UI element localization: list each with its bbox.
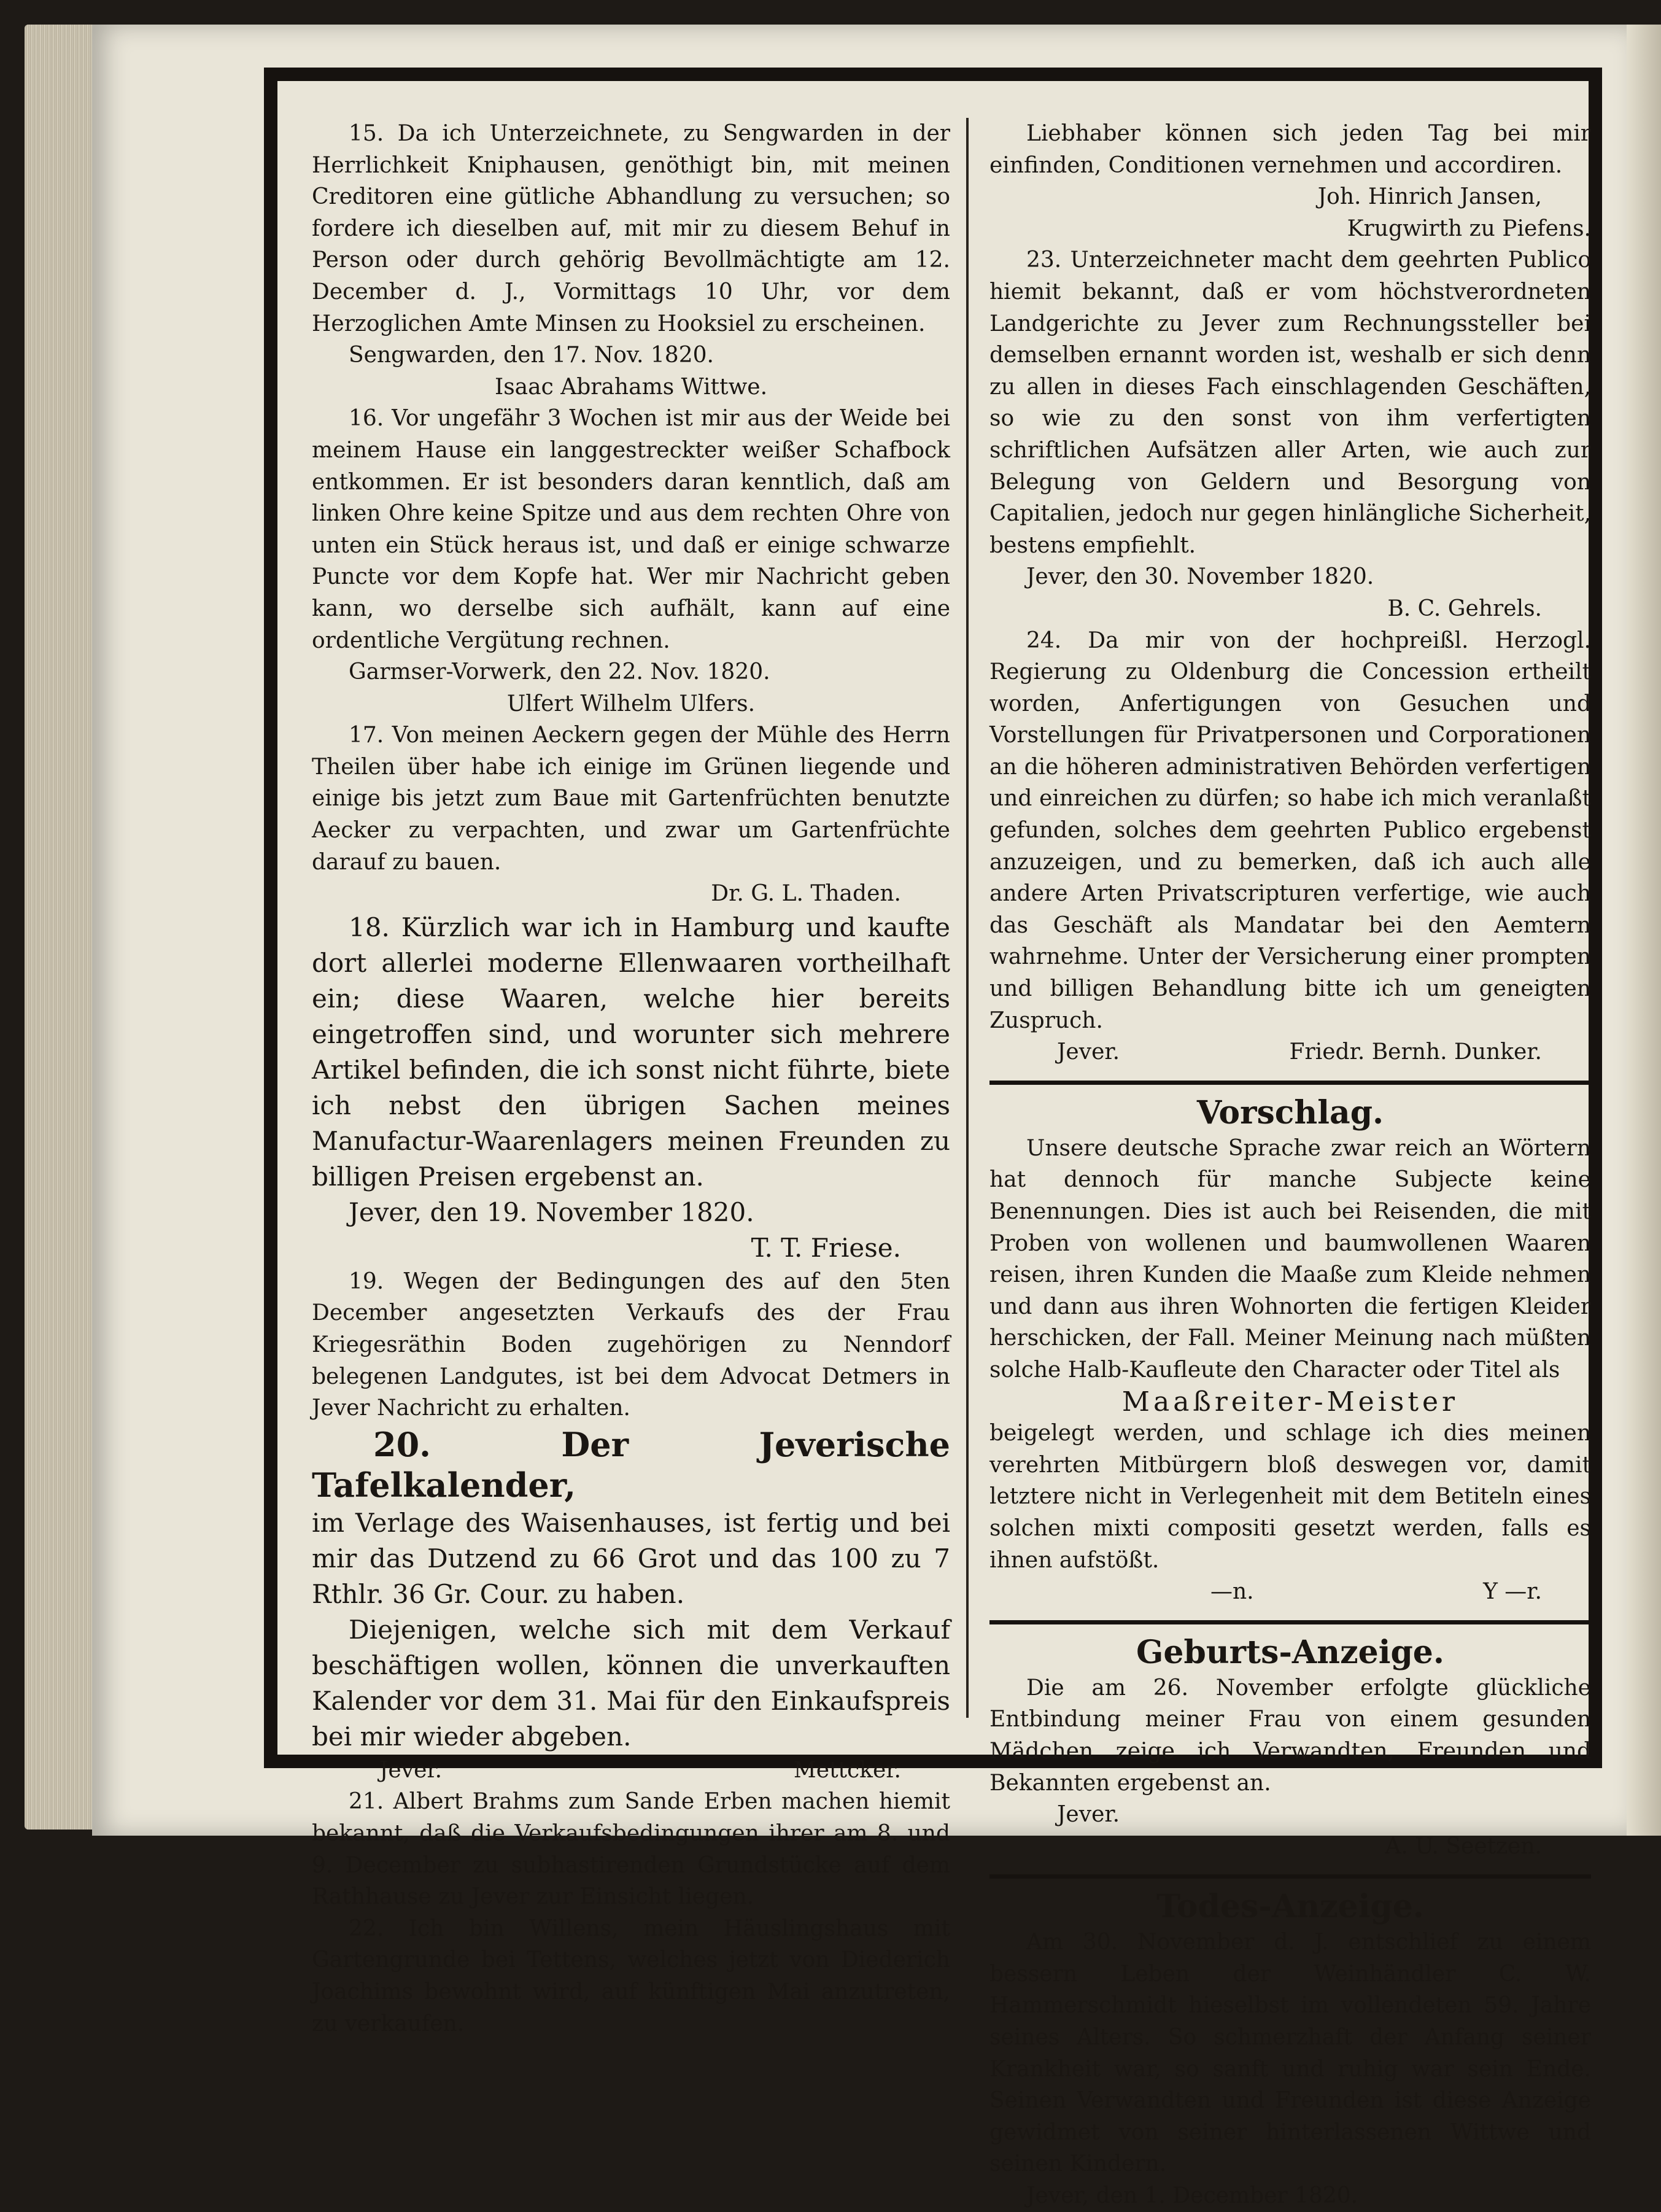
continuation-signature: Joh. Hinrich Jansen, <box>1317 184 1542 210</box>
vorschlag-footer <box>989 1576 1591 1608</box>
ornamental-frame <box>264 68 1602 2209</box>
left-column <box>312 118 950 2036</box>
notice-16-text: 16. Vor ungefähr 3 Wochen ist mir aus der Weide bei meinem Hause ein langgestreckter weißer Schafbock entkommen. Er ist besonders daran kenntlich, daß am linken Ohre keine Spitze und aus dem rechten Ohre von unten ein Stück heraus ist, und daß er einige schwarze Puncte vor dem Kopfe hat. Wer mir Nachricht geben kann, wo derselbe sich aufhält, kann auf eine ordentliche Vergütung rechnen. <box>312 406 950 653</box>
notice-20-footer <box>312 1755 950 1787</box>
geburt-heading: Geburts-Anzeige. <box>1136 1633 1444 1671</box>
facing-page-edge <box>1627 25 1661 1836</box>
geburt-signature: A. U. Seetzen. <box>1385 1833 1542 1859</box>
vorschlag-title-word: Maaßreiter-Meister <box>1121 1386 1459 1418</box>
notice-23-date: Jever, den 30. November 1820. <box>1026 564 1374 590</box>
notice-18-text: 18. Kürzlich war ich in Hamburg und kaufte dort allerlei moderne Ellenwaaren vortheilhaft ein; diese Waaren, welche hier bereits eingetroffen sind, und worunter sich mehrere Artikel befinden, die ich sonst nicht führte, biete ich nebst den übrigen Sachen meines Manufactur-Waarenlagers meinen Freunden zu billigen Preisen ergebenst an. <box>312 912 950 1192</box>
column-divider <box>966 118 969 1718</box>
continuation-text: Liebhaber können sich jeden Tag bei mir einfinden, Conditionen vernehmen und accordiren. <box>989 121 1591 178</box>
vorschlag-sig-b: Y —r. <box>1483 1579 1542 1605</box>
section-rule <box>989 1081 1591 1085</box>
notice-15-text: 15. Da ich Unterzeichnete, zu Sengwarden in der Herrlichkeit Kniphausen, genöthigt bin, mit meinen Creditoren eine gütliche Abhandlung zu versuchen; so fordere ich dieselben auf, mit mir zu diesem Behuf in Person oder durch gehörig Bevollmächtigte am 12. December d. J., Vormittags 10 Uhr, vor dem Herzoglichen Amte Minsen zu Hooksiel zu erscheinen. <box>312 121 950 336</box>
tod-heading: Todes-Anzeige. <box>1156 1888 1424 1926</box>
notice-18-signature: T. T. Friese. <box>751 1232 901 1263</box>
section-rule <box>989 1620 1591 1624</box>
vorschlag-heading: Vorschlag. <box>1196 1093 1384 1131</box>
notice-20-text: im Verlage des Waisenhauses, ist fertig und bei mir das Dutzend zu 66 Grot und das 100 zu 7 Rthlr. 36 Gr. Cour. zu haben. <box>312 1507 950 1609</box>
notice-19-text: 19. Wegen der Bedingungen des auf den 5ten December angesetzten Verkaufs des der Frau Kriegesräthin Boden zugehörigen zu Nenndorf belegenen Landgutes, ist bei dem Advocat Detmers in Jever Nachricht zu erhalten. <box>312 1268 950 1421</box>
notice-21-text: 21. Albert Brahms zum Sande Erben machen hiemit bekannt, daß die Verkaufsbedingungen ihrer am 8. und 9. December zu subhastirenden Grundstücke auf dem Rathhause zu Jever zur Einsicht liegen. <box>312 1789 950 1910</box>
notice-15-signature: Isaac Abrahams Wittwe. <box>494 374 768 400</box>
notice-17-signature: Dr. G. L. Thaden. <box>711 881 901 907</box>
notice-24-signature: Friedr. Bernh. Dunker. <box>1289 1039 1542 1065</box>
notice-22-text: 22. Ich bin Willens, mein Häuslingshaus mit Gartengrunde bei Tettens, welches jetzt von Diederich Joachims bewohnt wird, auf künftigen Mai anzutreten, zu verkaufen. <box>312 1915 950 2036</box>
geburt-text: Die am 26. November erfolgte glückliche Entbindung meiner Frau von einem gesunden Mädchen zeige ich Verwandten, Freunden und Bekannten ergebenst an. <box>989 1675 1591 1796</box>
notice-23-text: 23. Unterzeichneter macht dem geehrten Publico hiemit bekannt, daß er vom höchstverordneten Landgerichte zu Jever zum Rechnungssteller bei demselben ernannt worden ist, weshalb er sich denn zu allen in dieses Fach einschlagenden Geschäften, so wie zu den sonst von ihm verfertigten schriftlichen Aufsätzen aller Arten, wie auch zur Belegung von Geldern und Besorgung von Capitalien, jedoch nur gegen hinlängliche Sicherheit, bestens empfiehlt. <box>989 247 1591 558</box>
geburt-place: Jever. <box>1057 1802 1120 1828</box>
notice-17-text: 17. Von meinen Aeckern gegen der Mühle des Herrn Theilen über habe ich einige im Grünen liegende und einige bis jetzt zum Baue mit Gartenfrüchten benutzte Aecker zu verpachten, und zwar um Gartenfrüchte darauf zu bauen. <box>312 723 950 875</box>
notice-15-date: Sengwarden, den 17. Nov. 1820. <box>349 343 714 368</box>
notice-20-text-2: Diejenigen, welche sich mit dem Verkauf beschäftigen wollen, können die unverkauften Kalender vor dem 31. Mai für den Einkaufspreis bei mir wieder abgeben. <box>312 1614 950 1752</box>
notice-16-date: Garmser-Vorwerk, den 22. Nov. 1820. <box>349 659 770 685</box>
notice-24-text: 24. Da mir von der hochpreißl. Herzogl. Regierung zu Oldenburg die Concession ertheilt worden, Anfertigungen von Gesuchen und Vorstellungen für Privatpersonen und Corporationen an die höheren administrativen Behörden verfertigen und einreichen zu dürfen; so habe ich mich veranlaßt gefunden, solches dem geehrten Publico ergebenst anzuzeigen, und zu bemerken, daß ich auch alle andere Arten Privatscripturen verfertige, wie auch das Geschäft als Mandatar bei den Aemtern wahrnehme. Unter der Versicherung einer prompten und billigen Behandlung bitte ich um geneigten Zuspruch. <box>989 627 1591 1033</box>
notice-24-place: Jever. <box>1057 1039 1120 1065</box>
notice-24-footer <box>989 1036 1591 1068</box>
tod-date: Jever, den 1. December 1820. <box>1026 2183 1358 2209</box>
notice-23-signature: B. C. Gehrels. <box>1387 596 1542 621</box>
vorschlag-sig-a: —n. <box>1210 1579 1254 1605</box>
section-rule <box>989 1874 1591 1879</box>
notice-20-place: Jever. <box>379 1757 443 1783</box>
vorschlag-text-2: beigelegt werden, und schlage ich dies meinen verehrten Mitbürgern bloß deswegen vor, damit letztere nicht in Verlegenheit mit dem Betiteln eines solchen mixti compositi gesetzt werden, falls es ihnen aufstößt. <box>989 1421 1591 1573</box>
vorschlag-text: Unsere deutsche Sprache zwar reich an Wörtern hat dennoch für manche Subjecte keine Benennungen. Dies ist auch bei Reisenden, die mit Proben von wollenen und baumwollenen Waaren reisen, ihren Kunden die Maaße zum Kleide nehmen und dann aus ihren Wohnorten die fertigen Kleider herschicken, der Fall. Meiner Meinung nach müßten solche Halb-Kaufleute den Character oder Titel als <box>989 1135 1591 1383</box>
continuation-signature-2: Krugwirth zu Piefens. <box>1347 215 1591 241</box>
notice-20-title: 20. Der Jeverische Tafelkalender, <box>312 1424 950 1505</box>
notice-16-signature: Ulfert Wilhelm Ulfers. <box>506 691 756 716</box>
right-column <box>989 118 1591 2209</box>
notice-18-date: Jever, den 19. November 1820. <box>349 1197 754 1227</box>
tod-text: Am 30. November d. J. entschlief zu einem bessern Leben der Weinhändler C. W. Hammerschmidt hieselbst im vollendeten 59. Jahre seines Alters. So schmerzhaft der Anfang seiner Krankheit war, so sanft und ruhig war sein Ende. Seinen Verwandten und Freunden ist diese Anzeige gewidmet von seiner hinterlassenen Wittwe und seinen Kindern. <box>989 1930 1591 2177</box>
notice-20-signature: Mettcker. <box>793 1757 901 1783</box>
